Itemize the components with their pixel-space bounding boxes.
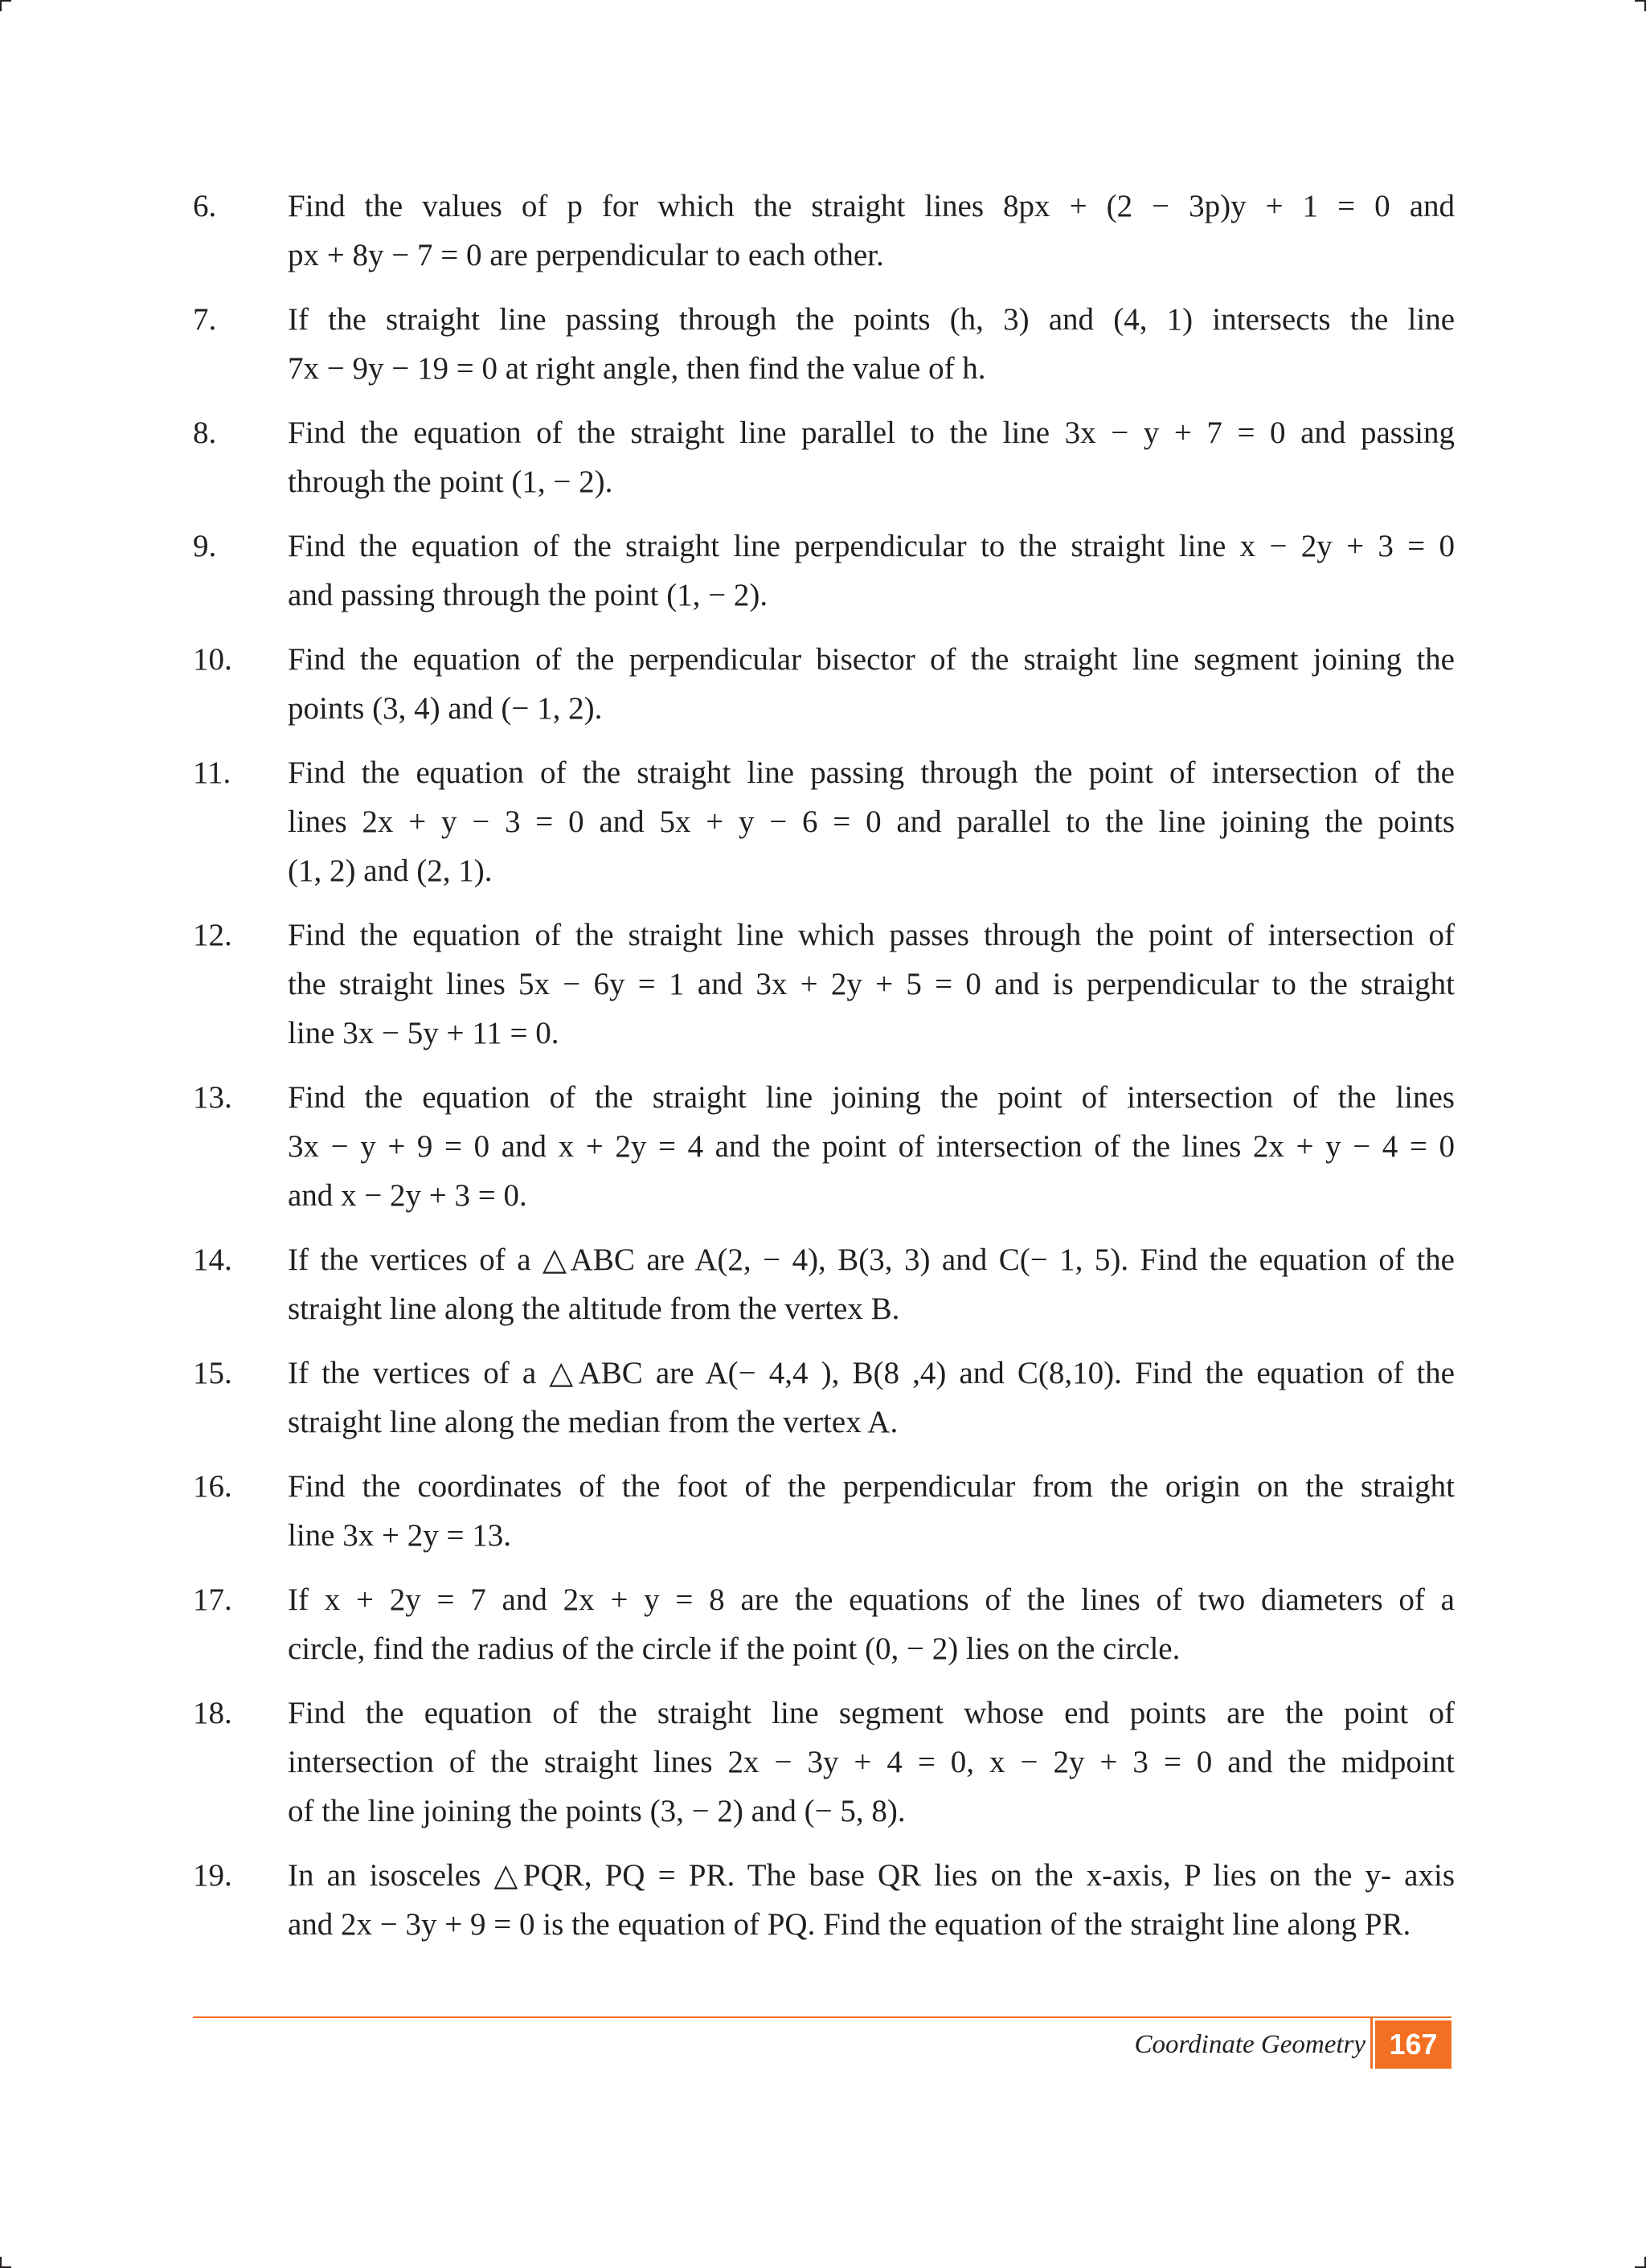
exercise-text-line: points (3, 4) and (− 1, 2).: [288, 691, 603, 726]
exercise-text-line: and x − 2y + 3 = 0.: [288, 1178, 527, 1213]
exercise-text: [288, 635, 1455, 733]
exercise-number: 19.: [193, 1858, 232, 1893]
exercise-number: 14.: [193, 1242, 232, 1277]
exercise-text-line: (1, 2) and (2, 1).: [288, 854, 493, 888]
exercise-text-line: and 2x − 3y + 9 = 0 is the equation of PQ. Find the equation of the straight line along PR.: [288, 1907, 1411, 1942]
exercise-item: [193, 748, 1455, 895]
exercise-text-line: Find the equation of the straight line parallel to the line 3x − y + 7 = 0 and passing: [288, 416, 1455, 450]
exercise-text: [288, 182, 1455, 280]
exercise-item: [193, 1689, 1455, 1836]
exercise-text-line: Find the equation of the straight line perpendicular to the straight line x − 2y + 3 = 0: [288, 529, 1455, 563]
exercise-text-line: 3x − y + 9 = 0 and x + 2y = 4 and the point of intersection of the lines 2x + y − 4 = 0: [288, 1129, 1455, 1164]
crop-mark-top-left-v: [0, 0, 2, 11]
exercise-text-line: line 3x + 2y = 13.: [288, 1518, 511, 1553]
exercise-text-line: Find the equation of the perpendicular bisector of the straight line segment joining the: [288, 642, 1455, 677]
page-badge-separator: [1370, 2016, 1373, 2069]
exercise-number: 18.: [193, 1696, 232, 1730]
exercise-text-line: If the vertices of a △ABC are A(− 4,4 ), B(8 ,4) and C(8,10). Find the equation of the: [288, 1356, 1455, 1390]
exercise-text: [288, 1073, 1455, 1220]
exercise-text-line: Find the equation of the straight line which passes through the point of intersection of: [288, 918, 1455, 952]
exercise-item: [193, 1073, 1455, 1220]
exercise-item: [193, 1575, 1455, 1673]
exercise-text-line: of the line joining the points (3, − 2) and (− 5, 8).: [288, 1794, 906, 1828]
exercise-number: 17.: [193, 1582, 232, 1617]
exercise-item: [193, 182, 1455, 280]
exercise-text: [288, 522, 1455, 620]
exercise-text: [288, 1235, 1455, 1333]
exercise-text-line: Find the equation of the straight line passing through the point of intersection of the: [288, 755, 1455, 790]
exercise-text: [288, 1462, 1455, 1560]
exercise-item: [193, 1349, 1455, 1447]
exercise-number: 13.: [193, 1080, 232, 1115]
exercise-text-line: and passing through the point (1, − 2).: [288, 578, 768, 612]
exercise-number: 7.: [193, 302, 217, 337]
exercise-number: 15.: [193, 1356, 232, 1390]
exercise-item: [193, 1462, 1455, 1560]
exercise-text-line: line 3x − 5y + 11 = 0.: [288, 1016, 559, 1050]
exercise-text: [288, 1349, 1455, 1447]
exercise-text-line: through the point (1, − 2).: [288, 465, 613, 499]
exercise-text-line: circle, find the radius of the circle if the point (0, − 2) lies on the circle.: [288, 1631, 1181, 1666]
exercise-text-line: Find the equation of the straight line segment whose end points are the point of: [288, 1696, 1455, 1730]
exercise-number: 6.: [193, 189, 217, 223]
exercise-text-line: lines 2x + y − 3 = 0 and 5x + y − 6 = 0 and parallel to the line joining the points: [288, 804, 1455, 839]
exercise-text-line: 7x − 9y − 19 = 0 at right angle, then find the value of h.: [288, 351, 986, 386]
exercise-text-line: px + 8y − 7 = 0 are perpendicular to each other.: [288, 238, 884, 272]
exercise-text: [288, 1689, 1455, 1836]
exercise-text-line: In an isosceles △PQR, PQ = PR. The base QR lies on the x-axis, P lies on the y- axis: [288, 1858, 1455, 1893]
exercise-number: 16.: [193, 1469, 232, 1504]
exercise-item: [193, 635, 1455, 733]
exercise-text-line: Find the coordinates of the foot of the perpendicular from the origin on the straight: [288, 1469, 1455, 1504]
exercise-text-line: the straight lines 5x − 6y = 1 and 3x + 2y + 5 = 0 and is perpendicular to the straight: [288, 967, 1455, 1001]
footer-rule: [193, 2016, 1452, 2018]
exercise-list: [193, 182, 1455, 1964]
exercise-item: [193, 408, 1455, 506]
exercise-text-line: If x + 2y = 7 and 2x + y = 8 are the equations of the lines of two diameters of a: [288, 1582, 1455, 1617]
exercise-text: [288, 408, 1455, 506]
exercise-number: 11.: [193, 755, 231, 790]
exercise-text-line: straight line along the altitude from the vertex B.: [288, 1292, 900, 1326]
exercise-text: [288, 748, 1455, 895]
exercise-text: [288, 911, 1455, 1058]
exercise-text-line: Find the equation of the straight line joining the point of intersection of the lines: [288, 1080, 1455, 1115]
exercise-text-line: straight line along the median from the vertex A.: [288, 1405, 899, 1439]
exercise-text: [288, 1851, 1455, 1949]
exercise-number: 9.: [193, 529, 217, 563]
exercise-item: [193, 295, 1455, 393]
crop-mark-bottom-left-v: [0, 2257, 2, 2268]
exercise-item: [193, 1851, 1455, 1949]
exercise-text: [288, 1575, 1455, 1673]
exercise-item: [193, 1235, 1455, 1333]
chapter-title: Coordinate Geometry: [1134, 2030, 1366, 2059]
exercise-number: 10.: [193, 642, 232, 677]
exercise-item: [193, 522, 1455, 620]
exercise-item: [193, 911, 1455, 1058]
page-number: 167: [1375, 2020, 1452, 2069]
exercise-text-line: Find the values of p for which the straight lines 8px + (2 − 3p)y + 1 = 0 and: [288, 189, 1455, 223]
exercise-number: 8.: [193, 416, 217, 450]
crop-mark-top-left-h: [0, 0, 11, 2]
exercise-number: 12.: [193, 918, 232, 952]
exercise-text-line: intersection of the straight lines 2x − 3y + 4 = 0, x − 2y + 3 = 0 and the midpoint: [288, 1745, 1455, 1779]
exercise-text-line: If the straight line passing through the points (h, 3) and (4, 1) intersects the line: [288, 302, 1455, 337]
exercise-text: [288, 295, 1455, 393]
exercise-text-line: If the vertices of a △ABC are A(2, − 4), B(3, 3) and C(− 1, 5). Find the equation of the: [288, 1242, 1455, 1277]
